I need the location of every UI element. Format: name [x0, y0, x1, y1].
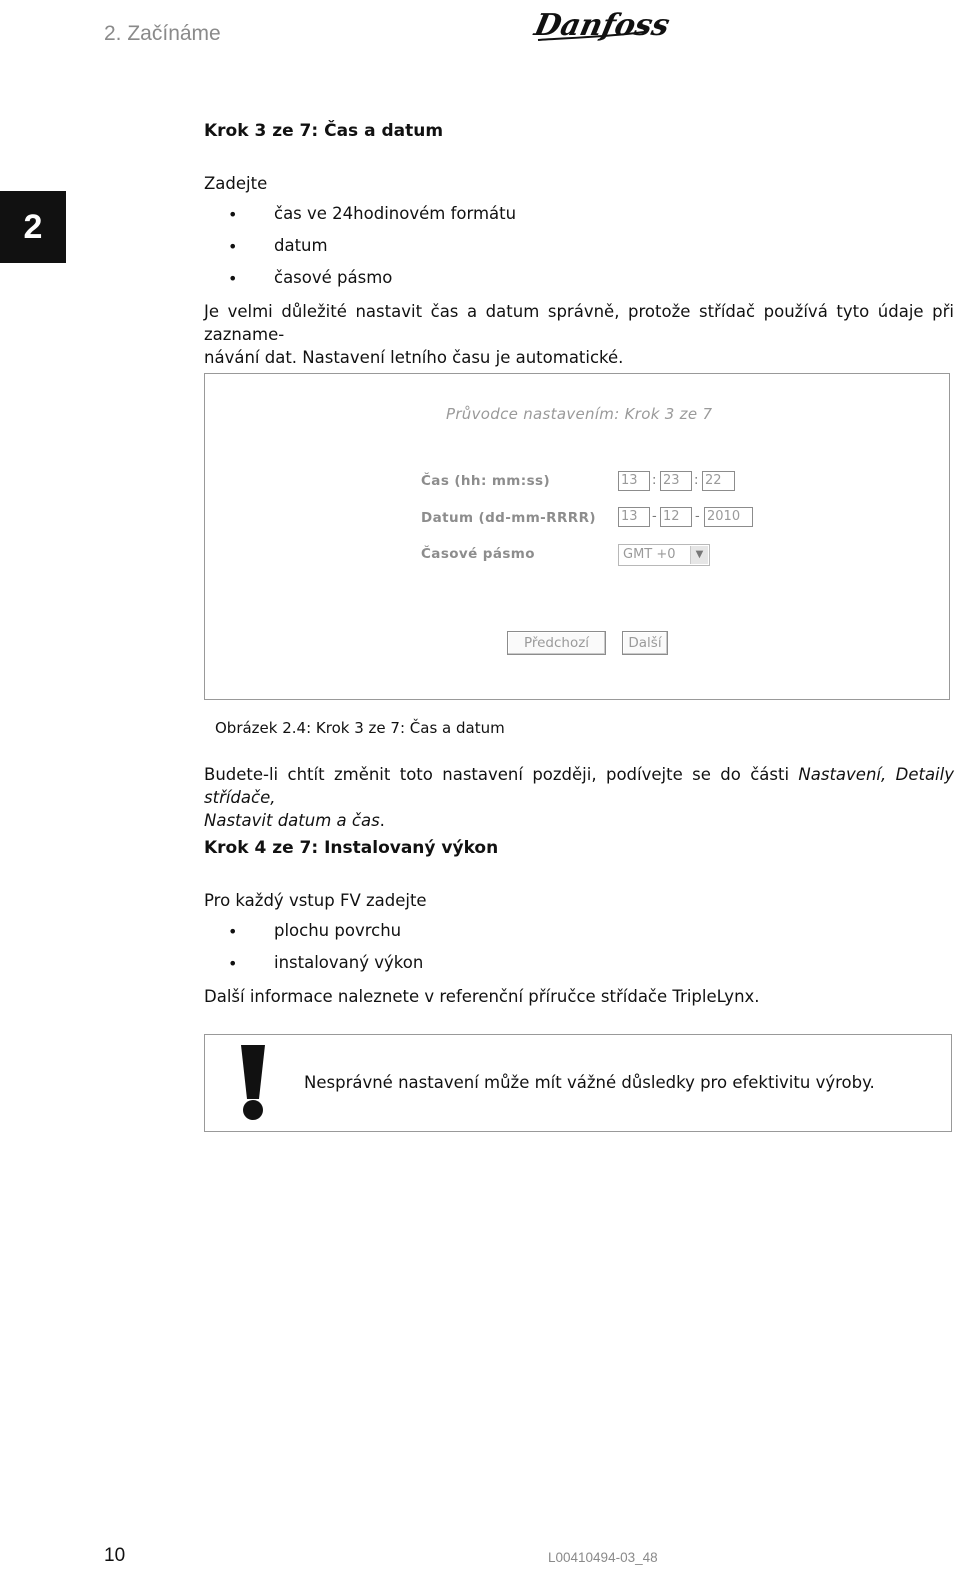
exclamation-icon: [236, 1043, 270, 1127]
time-separator: :: [694, 473, 699, 488]
settings-note: [204, 763, 954, 832]
paragraph-line: Je velmi důležité nastavit čas a datum správně, protože střídač používá tyto údaje při zazname-: [204, 302, 954, 344]
figure-caption: Obrázek 2.4: Krok 3 ze 7: Čas a datum: [215, 719, 505, 737]
next-button[interactable]: Další: [622, 631, 668, 655]
note-text: Budete-li chtít změnit toto nastavení později, podívejte se do části: [204, 765, 799, 784]
list-item: časové pásmo: [274, 268, 393, 287]
timezone-label: Časové pásmo: [421, 546, 535, 562]
date-separator: -: [695, 509, 700, 524]
time-second-input[interactable]: 22: [702, 471, 735, 491]
time-minute-input[interactable]: 23: [660, 471, 692, 491]
warning-text: Nesprávné nastavení může mít vážné důsledky pro efektivitu výroby.: [304, 1073, 875, 1092]
list-item: datum: [274, 236, 328, 255]
timezone-value: GMT +0: [623, 547, 676, 562]
bullet-marker: •: [228, 237, 238, 256]
note-text: .: [379, 811, 385, 830]
bullet-marker: •: [228, 954, 238, 973]
more-info-text: Další informace naleznete v referenční příručce střídače TripleLynx.: [204, 987, 760, 1006]
step4-intro: Pro každý vstup FV zadejte: [204, 891, 427, 910]
paragraph-line: návání dat. Nastavení letního času je automatické.: [204, 348, 624, 367]
svg-text:Danfoss: Danfoss: [531, 8, 673, 43]
date-month-input[interactable]: 12: [660, 507, 692, 527]
time-separator: :: [652, 473, 657, 488]
date-year-input[interactable]: 2010: [704, 507, 753, 527]
chapter-tab-marker: 2: [0, 191, 66, 263]
step3-intro: Zadejte: [204, 174, 268, 193]
timezone-select[interactable]: [618, 544, 710, 566]
chevron-down-icon[interactable]: ▼: [690, 546, 708, 564]
time-label: Čas (hh: mm:ss): [421, 473, 551, 489]
list-item: plochu povrchu: [274, 921, 402, 940]
page-number: 10: [104, 1545, 126, 1566]
wizard-title: Průvodce nastavením: Krok 3 ze 7: [446, 405, 713, 423]
danfoss-logo: [531, 2, 673, 50]
step3-heading: Krok 3 ze 7: Čas a datum: [204, 121, 444, 141]
previous-button[interactable]: Předchozí: [507, 631, 606, 655]
bullet-marker: •: [228, 922, 238, 941]
date-label: Datum (dd-mm-RRRR): [421, 510, 596, 526]
date-day-input[interactable]: 13: [618, 507, 650, 527]
step4-heading: Krok 4 ze 7: Instalovaný výkon: [204, 838, 499, 858]
bullet-marker: •: [228, 269, 238, 288]
step3-paragraph: [204, 300, 954, 369]
time-hour-input[interactable]: 13: [618, 471, 650, 491]
document-code: L00410494-03_48: [548, 1550, 658, 1565]
chapter-title: 2. Začínáme: [104, 22, 221, 45]
note-reference: Nastavit datum a čas: [204, 811, 380, 830]
list-item: čas ve 24hodinovém formátu: [274, 204, 517, 223]
date-separator: -: [652, 509, 657, 524]
list-item: instalovaný výkon: [274, 953, 424, 972]
note-reference: Nastavení, Detaily střídače,: [204, 765, 954, 807]
bullet-marker: •: [228, 205, 238, 224]
